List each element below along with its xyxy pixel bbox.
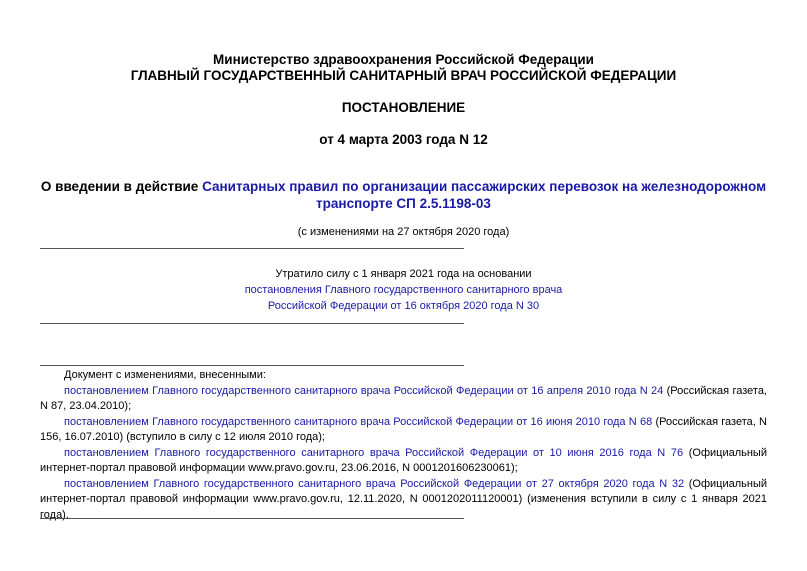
divider — [40, 518, 464, 519]
amendment-link[interactable]: постановлением Главного государственного санитарного врача Российской Федерации от 27 октября 2020 года N 32 — [64, 477, 685, 490]
title-prefix: О введении в действие — [40, 179, 203, 194]
divider — [40, 365, 464, 366]
changes-list — [40, 368, 767, 523]
amendment-link[interactable]: постановлением Главного государственного санитарного врача Российской Федерации от 16 июня 2010 года N 68 — [64, 415, 653, 428]
list-item: постановлением Главного государственного санитарного врача Российской Федерации от 27 октября 2020 года N 32 (Официальный интернет-портал правовой информации www.pravo.gov.ru, 12.11.2020, N 0001202011120001) (изменения вступили в силу с 1 января 2021 года). — [40, 477, 768, 521]
sanitary-rules-link[interactable]: Санитарных правил по организации пассажирских перевозок на железнодорожном транспорте СП 2.5.1198-03 — [202, 179, 767, 211]
amendment-link[interactable]: постановлением Главного государственного санитарного врача Российской Федерации от 16 апреля 2010 года N 24 — [64, 384, 664, 397]
document-date-number: от 4 марта 2003 года N 12 — [319, 132, 488, 147]
list-item: постановлением Главного государственного санитарного врача Российской Федерации от 10 июня 2016 года N 76 (Официальный интернет-портал правовой информации www.pravo.gov.ru, 23.06.2016, N 0001201606230061); — [40, 446, 767, 474]
changes-intro: Документ с изменениями, внесенными: — [64, 369, 266, 381]
amendment-link[interactable]: постановлением Главного государственного санитарного врача Российской Федерации от 10 июня 2016 года N 76 — [64, 446, 684, 459]
expired-basis-link-2[interactable]: Российской Федерации от 16 октября 2020 года N 30 — [267, 300, 540, 312]
expired-notice: Утратило силу с 1 января 2021 года на основании — [275, 268, 532, 280]
divider — [40, 323, 464, 324]
document-title — [40, 178, 767, 212]
list-item: постановлением Главного государственного санитарного врача Российской Федерации от 16 июня 2010 года N 68 (Российская газета, N 156, 16.07.2010) (вступило в силу с 12 июля 2010 года); — [40, 415, 767, 443]
authority-name: ГЛАВНЫЙ ГОСУДАРСТВЕННЫЙ САНИТАРНЫЙ ВРАЧ РОССИЙСКОЙ ФЕДЕРАЦИИ — [130, 68, 677, 83]
ministry-name: Министерство здравоохранения Российской Федерации — [213, 52, 594, 67]
expired-basis-link-1[interactable]: постановления Главного государственного санитарного врача — [244, 284, 563, 296]
list-item: постановлением Главного государственного санитарного врача Российской Федерации от 16 апреля 2010 года N 24 (Российская газета, N 87, 23.04.2010); — [40, 384, 767, 412]
document-type: ПОСТАНОВЛЕНИЕ — [341, 100, 466, 115]
amendment-note: (с изменениями на 27 октября 2020 года) — [297, 226, 510, 238]
divider — [40, 248, 464, 249]
